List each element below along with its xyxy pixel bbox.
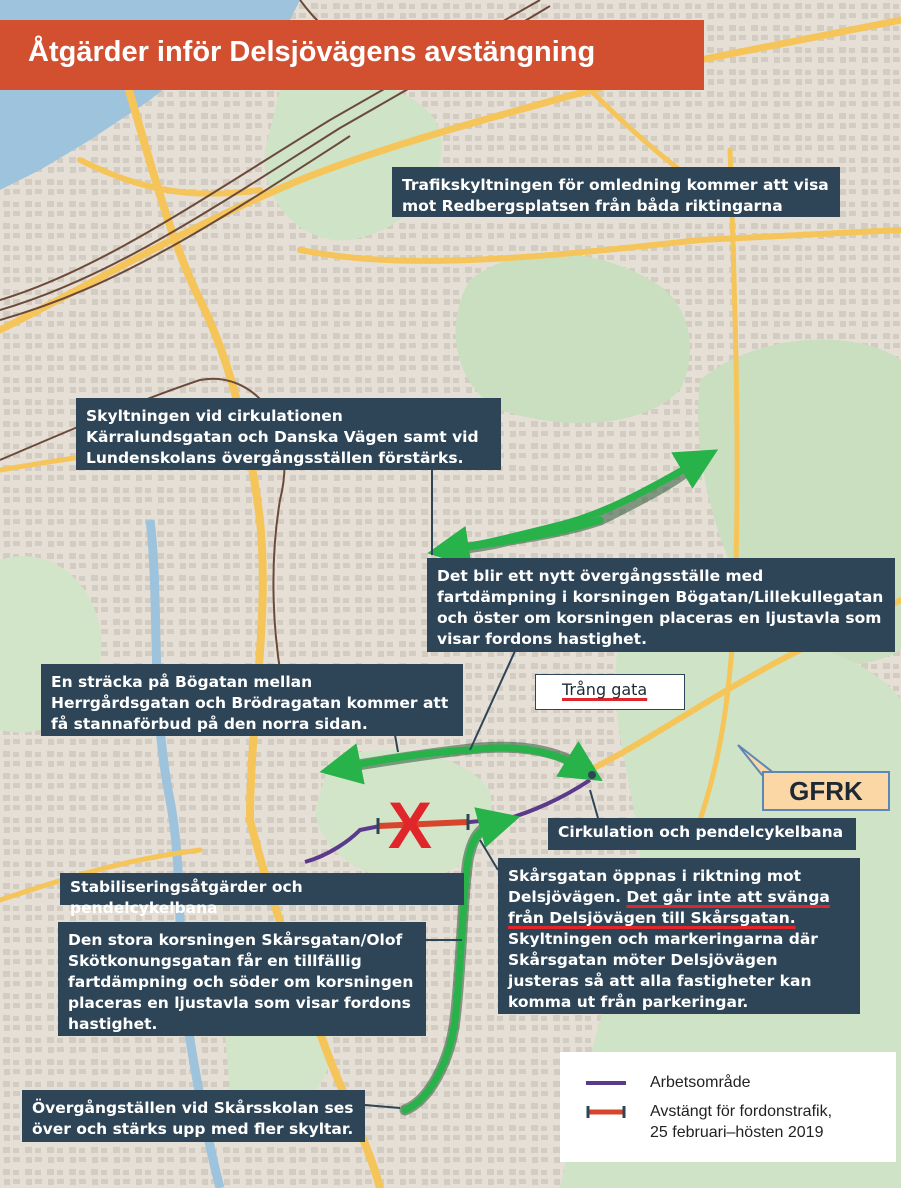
legend-swatch-closed <box>586 1105 626 1119</box>
legend-label-work-area: Arbetsområde <box>650 1074 751 1091</box>
map-title: Åtgärder inför Delsjövägens avstängning <box>28 36 596 68</box>
callout-nytt-overgangsstalle: Det blir ett nytt övergångsställe med fartdämpning i korsningen Bögatan/Lillekullegatan och öster om korsningen placeras en ljustavla som visar fordons hastighet. <box>427 558 895 652</box>
legend-row-work-area <box>586 1072 751 1093</box>
callout-skarsgatan <box>498 858 860 1014</box>
trang-gata-text: Trång gata <box>562 680 648 699</box>
title-banner <box>0 20 704 90</box>
callout-skyltning-cirkulation: Skyltningen vid cirkulationen Kärralundsgatan och Danska Vägen samt vid Lundenskolans övergångsställen förstärks. <box>76 398 501 470</box>
trang-gata-label <box>535 674 685 710</box>
legend-row-closed <box>586 1101 832 1143</box>
skarsgatan-text-underlined: Det går inte att svänga från Delsjövägen till Skårsgatan. <box>508 888 830 927</box>
callout-stracka-bogatan: En sträcka på Bögatan mellan Herrgårdsgatan och Brödragatan kommer att få stannaförbud på den norra sidan. <box>41 664 463 736</box>
callout-overgangsstallen-skolan: Övergångställen vid Skårsskolan ses över och stärks upp med fler skyltar. <box>22 1090 365 1142</box>
skarsgatan-text-3: Skyltningen och markeringarna där Skårsgatan möter Delsjövägen justeras så att alla fastigheter kan komma ut från parkeringar. <box>508 930 818 1011</box>
skarsgatan-text-1: Skårsgatan öppnas i riktning mot Delsjövägen. <box>508 867 802 906</box>
legend-label-closed: Avstängt för fordonstrafik, 25 februari–hösten 2019 <box>650 1103 833 1141</box>
roundabout-marker <box>588 771 596 779</box>
legend <box>560 1052 896 1162</box>
legend-swatch-work-area <box>586 1076 626 1090</box>
callout-stabilisering: Stabiliseringsåtgärder och pendelcykelbana <box>60 873 464 905</box>
callout-cirkulation-pendelcykelbana: Cirkulation och pendelcykelbana <box>548 818 856 850</box>
closure-x: X <box>387 788 433 862</box>
gfrk-label: GFRK <box>762 771 890 811</box>
callout-stora-korsningen: Den stora korsningen Skårsgatan/Olof Skötkonungsgatan får en tillfällig fartdämpning och söder om korsningen placeras en ljustavla som visar fordons hastighet. <box>58 922 426 1036</box>
callout-trafikskyltning: Trafikskyltningen för omledning kommer att visa mot Redbergsplatsen från båda riktingarna <box>392 167 840 217</box>
